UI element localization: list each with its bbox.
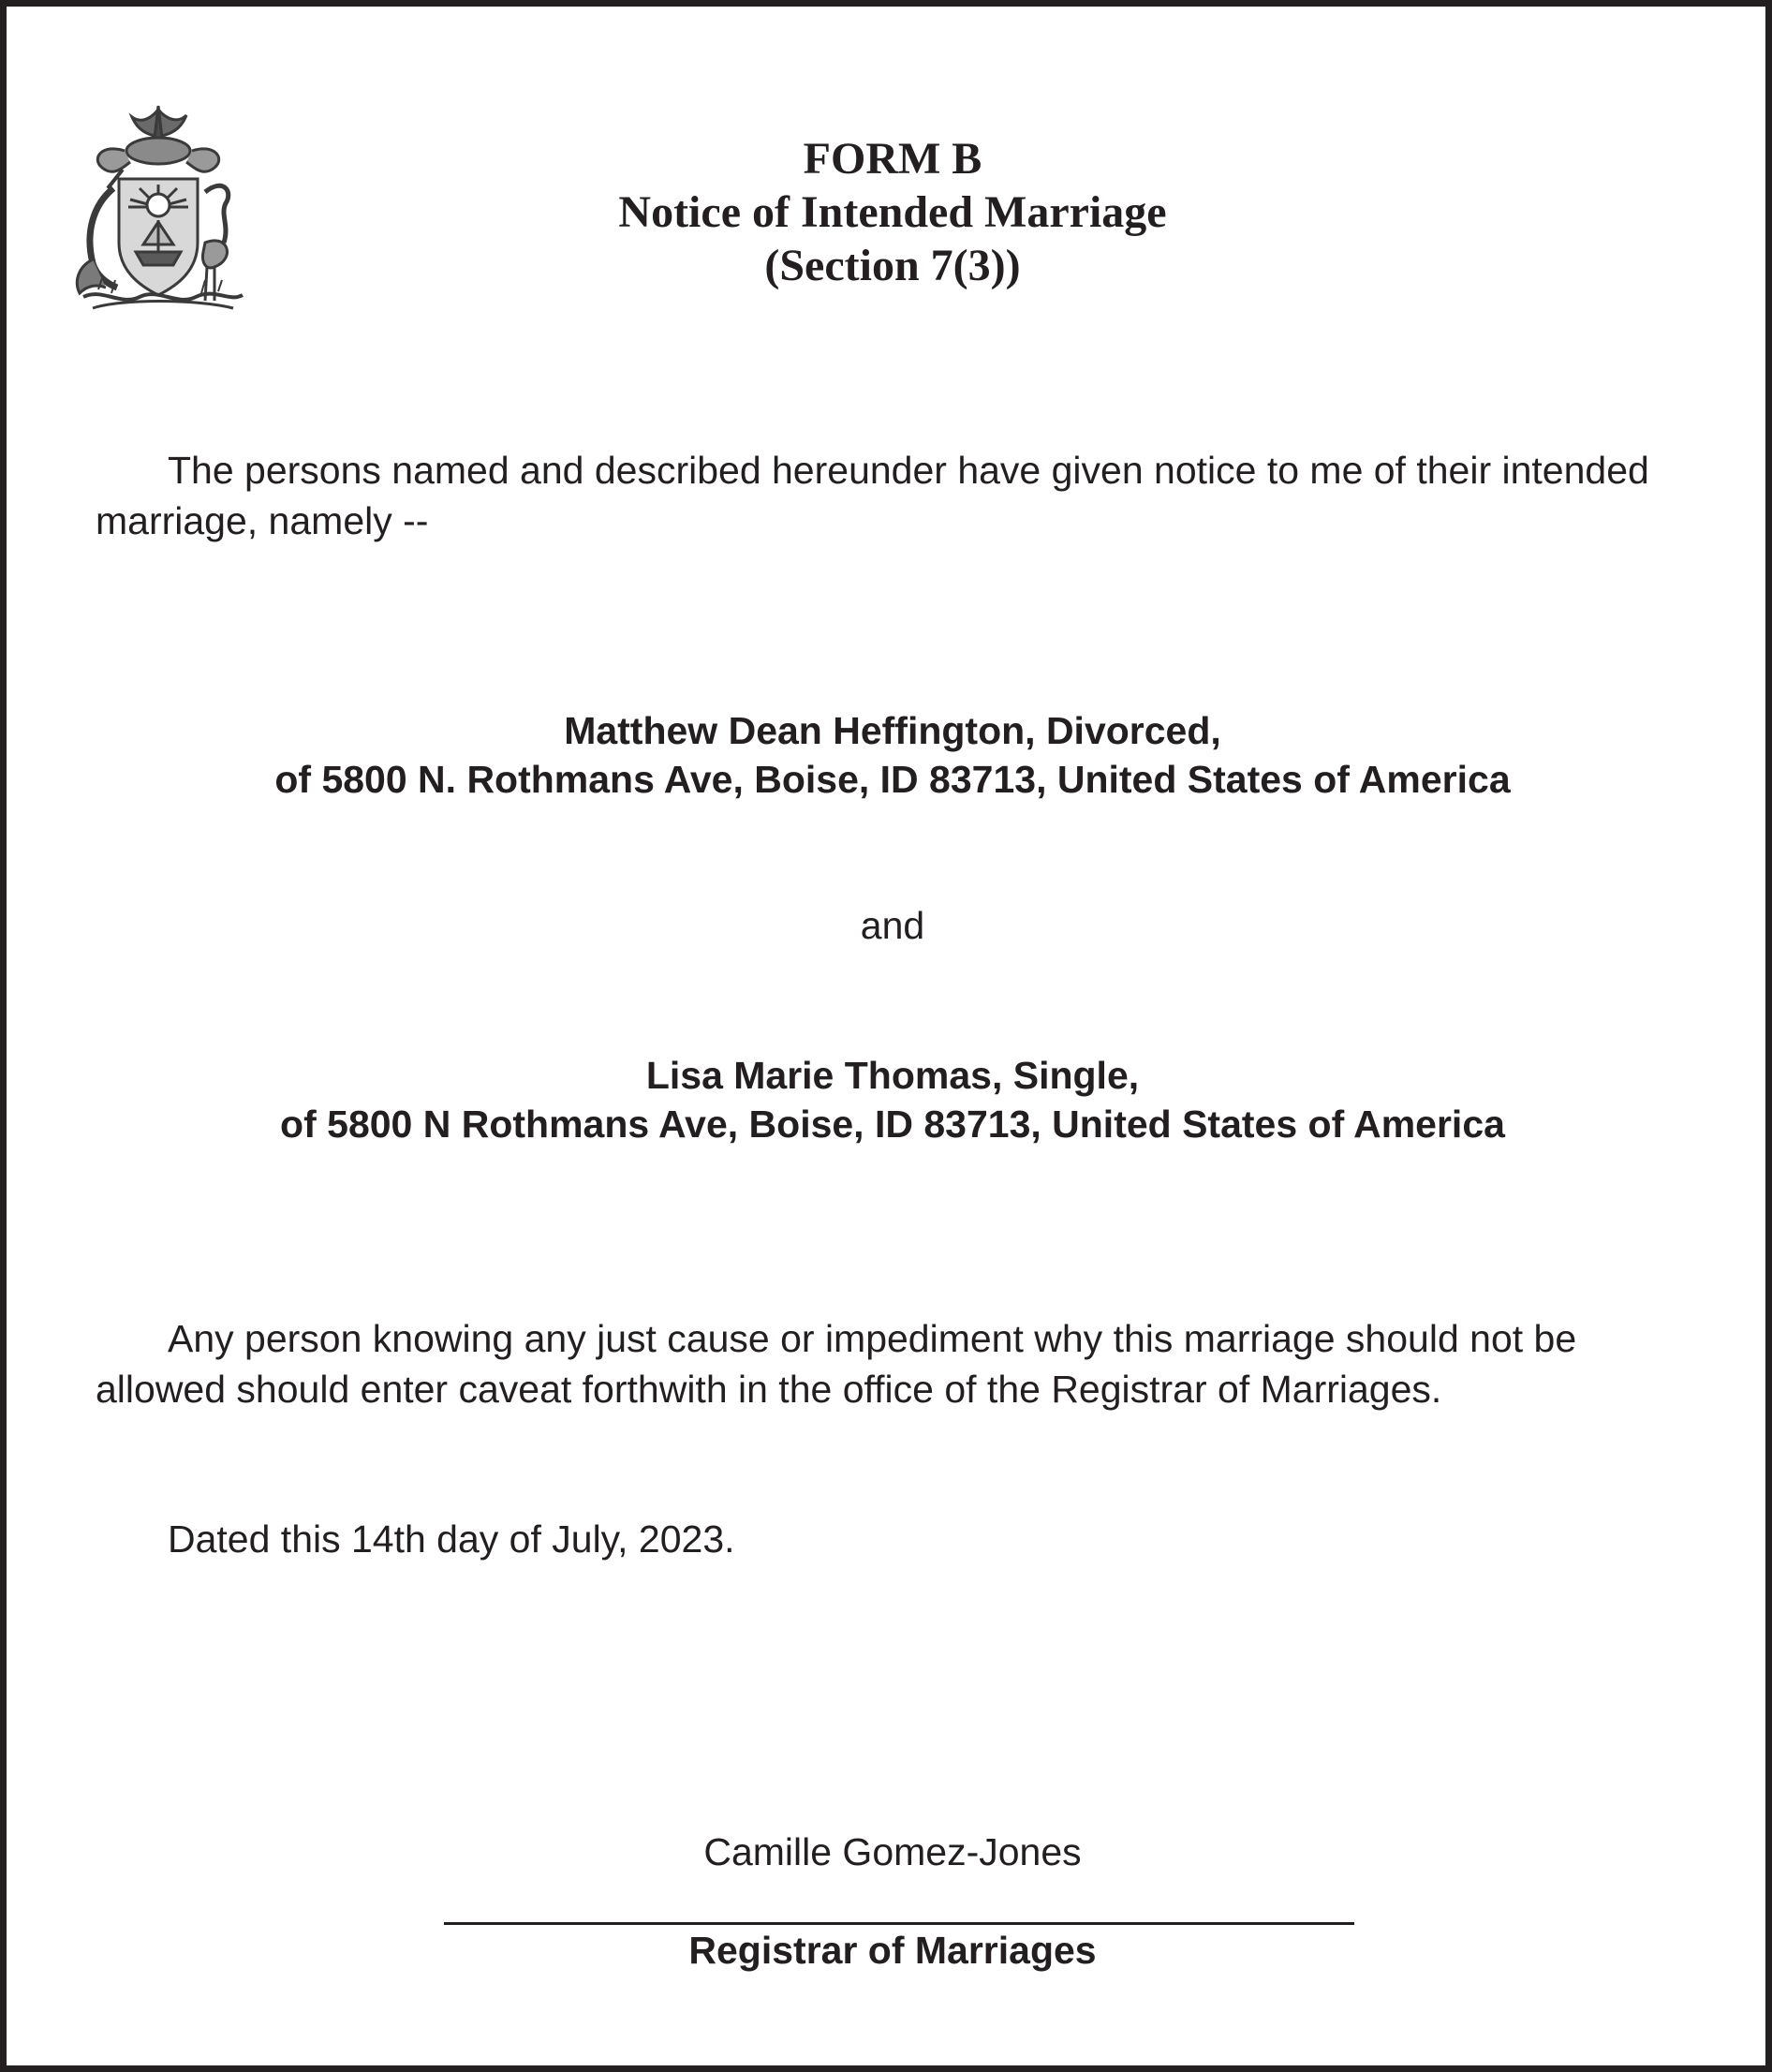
party-name-status: Matthew Dean Heffington, Divorced, xyxy=(564,709,1221,752)
dated-line: Dated this 14th day of July, 2023. xyxy=(168,1517,735,1561)
party-address: of 5800 N Rothmans Ave, Boise, ID 83713, United States of America xyxy=(280,1103,1505,1146)
form-section: (Section 7(3)) xyxy=(764,241,1021,290)
conjunction-text: and xyxy=(860,904,925,947)
party-groom xyxy=(7,706,1772,804)
party-bride xyxy=(7,1051,1772,1148)
form-title: Notice of Intended Marriage xyxy=(618,187,1167,237)
signatory-title: Registrar of Marriages xyxy=(688,1929,1097,1972)
caveat-paragraph: Any person knowing any just cause or impediment why this marriage should not be allowed should enter caveat forthwith in the office of the Registrar of Marriages. xyxy=(96,1317,1577,1411)
party-name-status: Lisa Marie Thomas, Single, xyxy=(645,1054,1140,1097)
form-heading xyxy=(7,132,1772,292)
party-address: of 5800 N. Rothmans Ave, Boise, ID 83713, United States of America xyxy=(274,758,1511,801)
signatory-name: Camille Gomez-Jones xyxy=(703,1830,1082,1873)
intro-paragraph: The persons named and described hereunder have given notice to me of their intended marriage, namely -- xyxy=(96,449,1649,542)
form-label: FORM B xyxy=(803,134,982,184)
